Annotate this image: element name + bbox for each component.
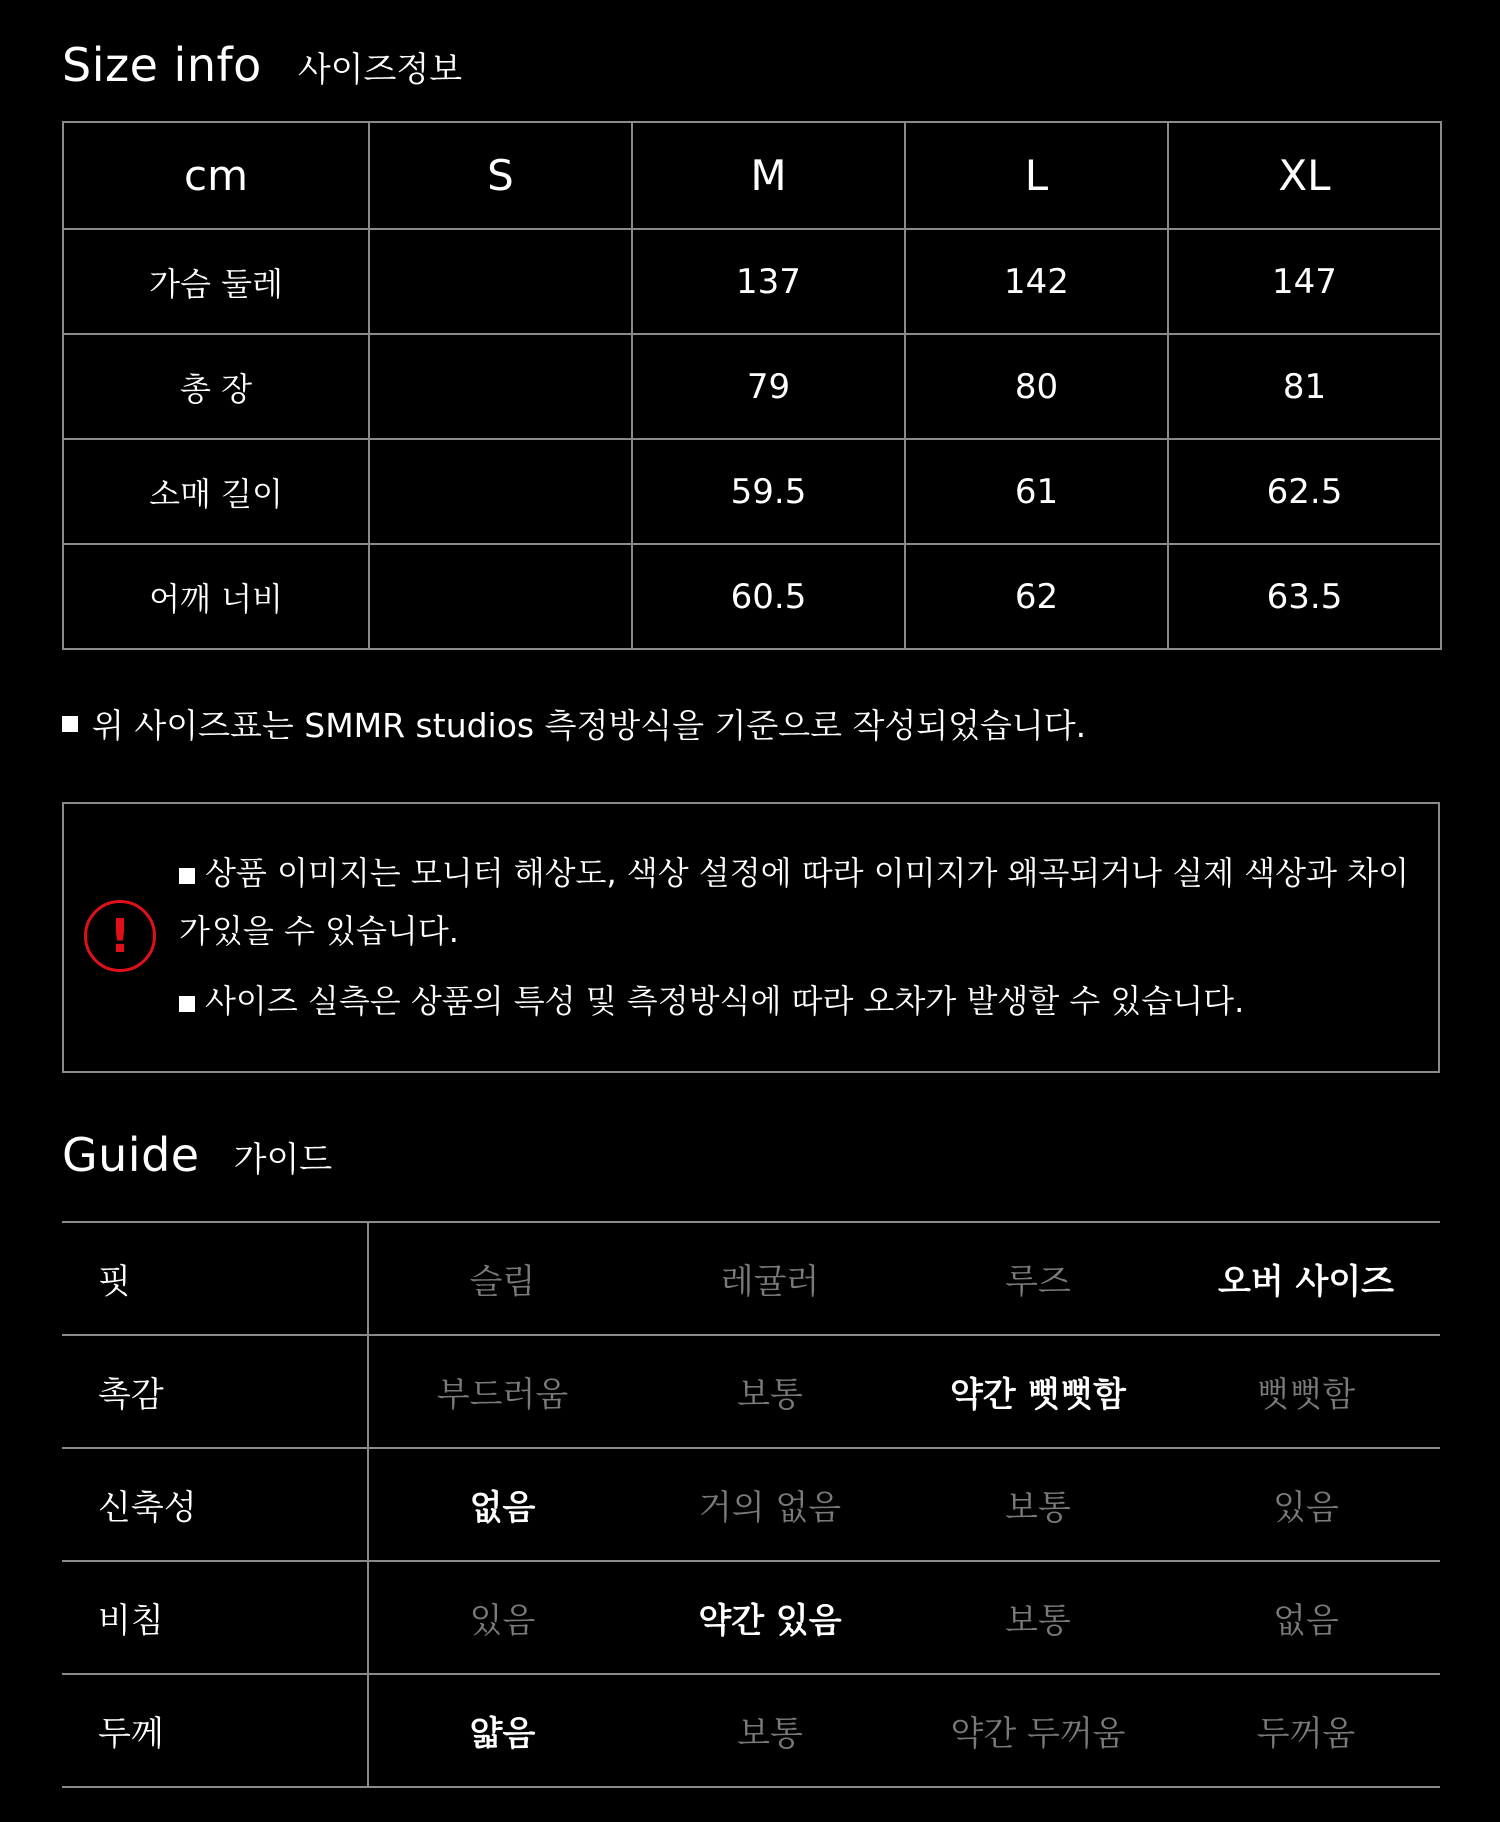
size-cell: 79 <box>632 334 905 439</box>
guide-option: 루즈 <box>904 1222 1172 1335</box>
guide-option: 약간 있음 <box>636 1561 904 1674</box>
size-cell: 81 <box>1168 334 1441 439</box>
guide-option: 있음 <box>368 1561 636 1674</box>
size-row-label: 가슴 둘레 <box>63 229 369 334</box>
table-row <box>63 229 1441 334</box>
size-cell: 137 <box>632 229 905 334</box>
guide-option: 약간 뻣뻣함 <box>904 1335 1172 1448</box>
guide-option: 얇음 <box>368 1674 636 1787</box>
table-row <box>62 1448 1440 1561</box>
size-cell: 80 <box>905 334 1168 439</box>
size-info-title-en: Size info <box>62 38 262 92</box>
guide-title-en: Guide <box>62 1128 200 1182</box>
guide-option: 슬림 <box>368 1222 636 1335</box>
table-row <box>63 544 1441 649</box>
size-row-label: 소매 길이 <box>63 439 369 544</box>
size-table-header <box>63 122 1441 229</box>
guide-title-ko: 가이드 <box>233 1140 333 1180</box>
guide-option: 있음 <box>1172 1448 1440 1561</box>
bullet-square-icon <box>62 716 78 732</box>
size-header-cell: L <box>905 122 1168 229</box>
size-info-title-ko: 사이즈정보 <box>297 50 463 90</box>
guide-row-label: 촉감 <box>62 1335 368 1448</box>
size-cell: 61 <box>905 439 1168 544</box>
guide-option: 없음 <box>368 1448 636 1561</box>
size-cell <box>369 544 632 649</box>
table-row <box>62 1335 1440 1448</box>
size-cell <box>369 334 632 439</box>
size-cell: 62.5 <box>1168 439 1441 544</box>
notice-text: 상품 이미지는 모니터 해상도, 색상 설정에 따라 이미지가 왜곡되거나 실제 색상과 차이가 <box>179 854 1409 950</box>
size-header-cell: cm <box>63 122 369 229</box>
notice-box <box>62 802 1440 1073</box>
guide-option: 레귤러 <box>636 1222 904 1335</box>
size-cell: 59.5 <box>632 439 905 544</box>
guide-row-label: 핏 <box>62 1222 368 1335</box>
size-header-cell: S <box>369 122 632 229</box>
size-note-text: 위 사이즈표는 SMMR studios 측정방식을 기준으로 작성되었습니다. <box>92 706 1087 745</box>
table-row <box>63 439 1441 544</box>
notice-line-1-continued: 있을 수 있습니다. <box>212 912 459 950</box>
table-row <box>62 1561 1440 1674</box>
guide-option: 오버 사이즈 <box>1172 1222 1440 1335</box>
size-cell: 147 <box>1168 229 1441 334</box>
guide-title <box>62 1128 332 1182</box>
notice-text: 사이즈 실측은 상품의 특성 및 측정방식에 따라 오차가 발생할 수 있습니다. <box>205 982 1245 1020</box>
table-row <box>62 1674 1440 1787</box>
size-table-note <box>62 700 1086 747</box>
guide-row-label: 비침 <box>62 1561 368 1674</box>
table-row <box>62 1222 1440 1335</box>
size-cell <box>369 229 632 334</box>
guide-option: 보통 <box>904 1448 1172 1561</box>
size-info-title <box>62 38 462 92</box>
exclamation-circle-icon: ! <box>84 900 156 972</box>
guide-option: 보통 <box>636 1335 904 1448</box>
guide-row-label: 두께 <box>62 1674 368 1787</box>
size-header-cell: M <box>632 122 905 229</box>
table-row <box>63 334 1441 439</box>
guide-option: 두꺼움 <box>1172 1674 1440 1787</box>
size-table <box>62 121 1442 650</box>
size-row-label: 총 장 <box>63 334 369 439</box>
guide-option: 거의 없음 <box>636 1448 904 1561</box>
size-cell: 142 <box>905 229 1168 334</box>
bullet-square-icon <box>179 868 195 884</box>
size-cell: 63.5 <box>1168 544 1441 649</box>
size-cell: 62 <box>905 544 1168 649</box>
notice-line-2 <box>179 972 1429 1030</box>
size-header-cell: XL <box>1168 122 1441 229</box>
size-cell: 60.5 <box>632 544 905 649</box>
size-cell <box>369 439 632 544</box>
size-row-label: 어깨 너비 <box>63 544 369 649</box>
guide-option: 보통 <box>904 1561 1172 1674</box>
guide-table <box>62 1221 1440 1788</box>
guide-option: 부드러움 <box>368 1335 636 1448</box>
guide-option: 보통 <box>636 1674 904 1787</box>
guide-option: 뻣뻣함 <box>1172 1335 1440 1448</box>
guide-option: 약간 두꺼움 <box>904 1674 1172 1787</box>
guide-row-label: 신축성 <box>62 1448 368 1561</box>
bullet-square-icon <box>179 996 195 1012</box>
guide-option: 없음 <box>1172 1561 1440 1674</box>
